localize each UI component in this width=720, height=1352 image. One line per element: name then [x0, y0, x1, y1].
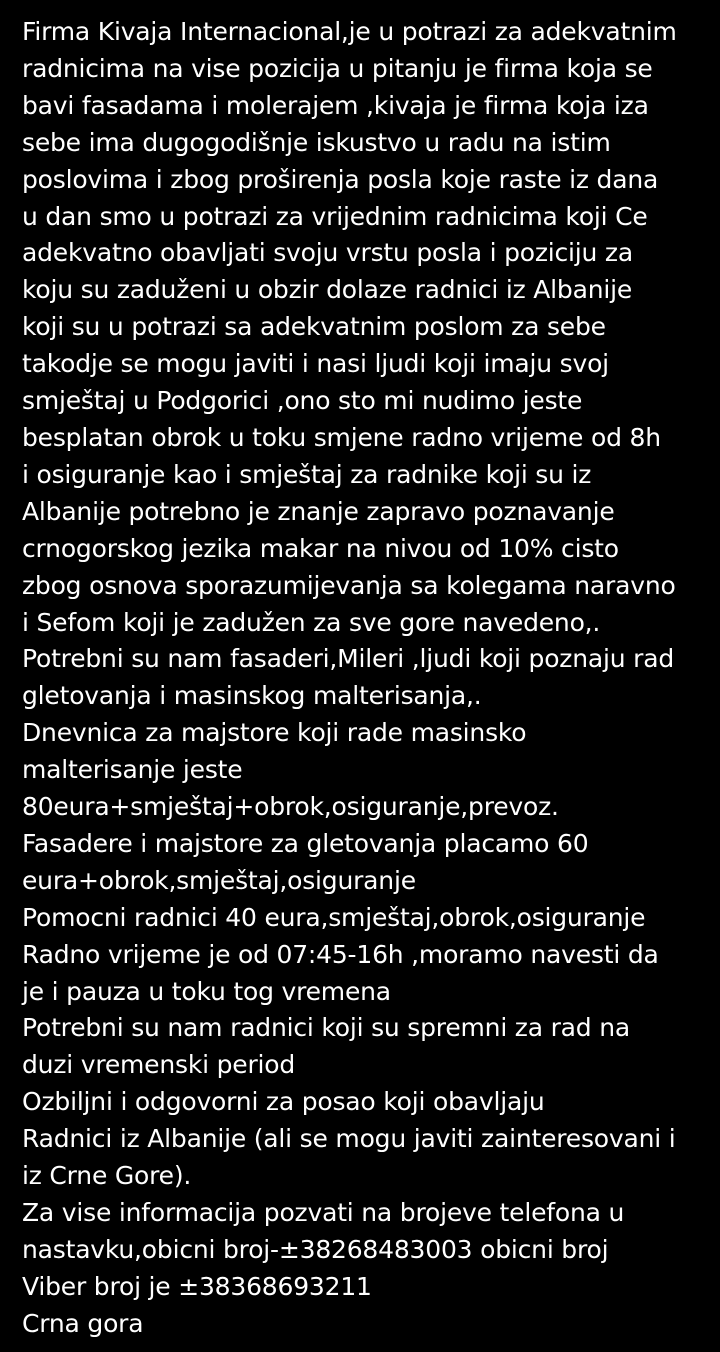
- post-text: [22, 14, 712, 1343]
- post-line: takodje se mogu javiti i nasi ljudi koji imaju svoj: [22, 349, 609, 379]
- post-line: 80eura+smještaj+obrok,osiguranje,prevoz.: [22, 792, 559, 822]
- post-line: crnogorskog jezika makar na nivou od 10% cisto: [22, 533, 619, 563]
- post-line: Pomocni radnici 40 eura,smještaj,obrok,osiguranje: [22, 902, 646, 932]
- post-line: Ozbiljni i odgovorni za posao koji obavljaju: [22, 1087, 545, 1117]
- post-line: Za vise informacija pozvati na brojeve telefona u: [22, 1198, 625, 1227]
- post-line: poslovima i zbog proširenja posla koje raste iz dana: [22, 164, 659, 194]
- post-line: i Sefom koji je zadužen za sve gore navedeno,.: [22, 607, 601, 637]
- post-line: Viber broj je ±38368693211: [22, 1271, 372, 1301]
- post-line: eura+obrok,smještaj,osiguranje: [22, 865, 416, 895]
- post-line: malterisanje jeste: [22, 755, 243, 785]
- post-line: je i pauza u toku tog vremena: [22, 976, 391, 1006]
- post-line: u dan smo u potrazi za vrijednim radnicima koji Ce: [22, 201, 648, 231]
- post-line: radnicima na vise pozicija u pitanju je firma koja se: [22, 53, 653, 83]
- post-line: Fasadere i majstore za gletovanja placamo 60: [22, 828, 589, 858]
- post-line: koji su u potrazi sa adekvatnim poslom za sebe: [22, 312, 606, 342]
- post-line: Albanije potrebno je znanje zapravo poznavanje: [22, 496, 615, 526]
- post-line: Dnevnica za majstore koji rade masinsko: [22, 718, 527, 748]
- post-line: Radnici iz Albanije (ali se mogu javiti zainteresovani i: [22, 1124, 676, 1154]
- post-line: Radno vrijeme je od 07:45-16h ,moramo navesti da: [22, 939, 659, 969]
- post-line: Potrebni su nam fasaderi,Mileri ,ljudi koji poznaju rad: [22, 644, 675, 674]
- post-line: Potrebni su nam radnici koji su spremni za rad na: [22, 1013, 630, 1043]
- post-line: koju su zaduženi u obzir dolaze radnici iz Albanije: [22, 275, 633, 305]
- post-line: Firma Kivaja Internacional,je u potrazi za adekvatnim: [22, 17, 677, 46]
- post-line: Crna gora: [22, 1308, 144, 1338]
- post-line: iz Crne Gore).: [22, 1161, 192, 1191]
- post-line: besplatan obrok u toku smjene radno vrijeme od 8h: [22, 422, 661, 452]
- post-line: smještaj u Podgorici ,ono sto mi nudimo jeste: [22, 386, 583, 416]
- post-line: nastavku,obicni broj-±38268483003 obicni broj: [22, 1234, 609, 1264]
- post-line: sebe ima dugogodišnje iskustvo u radu na istim: [22, 127, 611, 157]
- post-line: zbog osnova sporazumijevanja sa kolegama naravno: [22, 570, 676, 600]
- post-line: duzi vremenski period: [22, 1050, 296, 1080]
- post-line: gletovanja i masinskog malterisanja,.: [22, 681, 482, 711]
- post-line: adekvatno obavljati svoju vrstu posla i poziciju za: [22, 238, 633, 268]
- post-line: i osiguranje kao i smještaj za radnike koji su iz: [22, 459, 592, 489]
- post-line: bavi fasadama i molerajem ,kivaja je firma koja iza: [22, 90, 649, 120]
